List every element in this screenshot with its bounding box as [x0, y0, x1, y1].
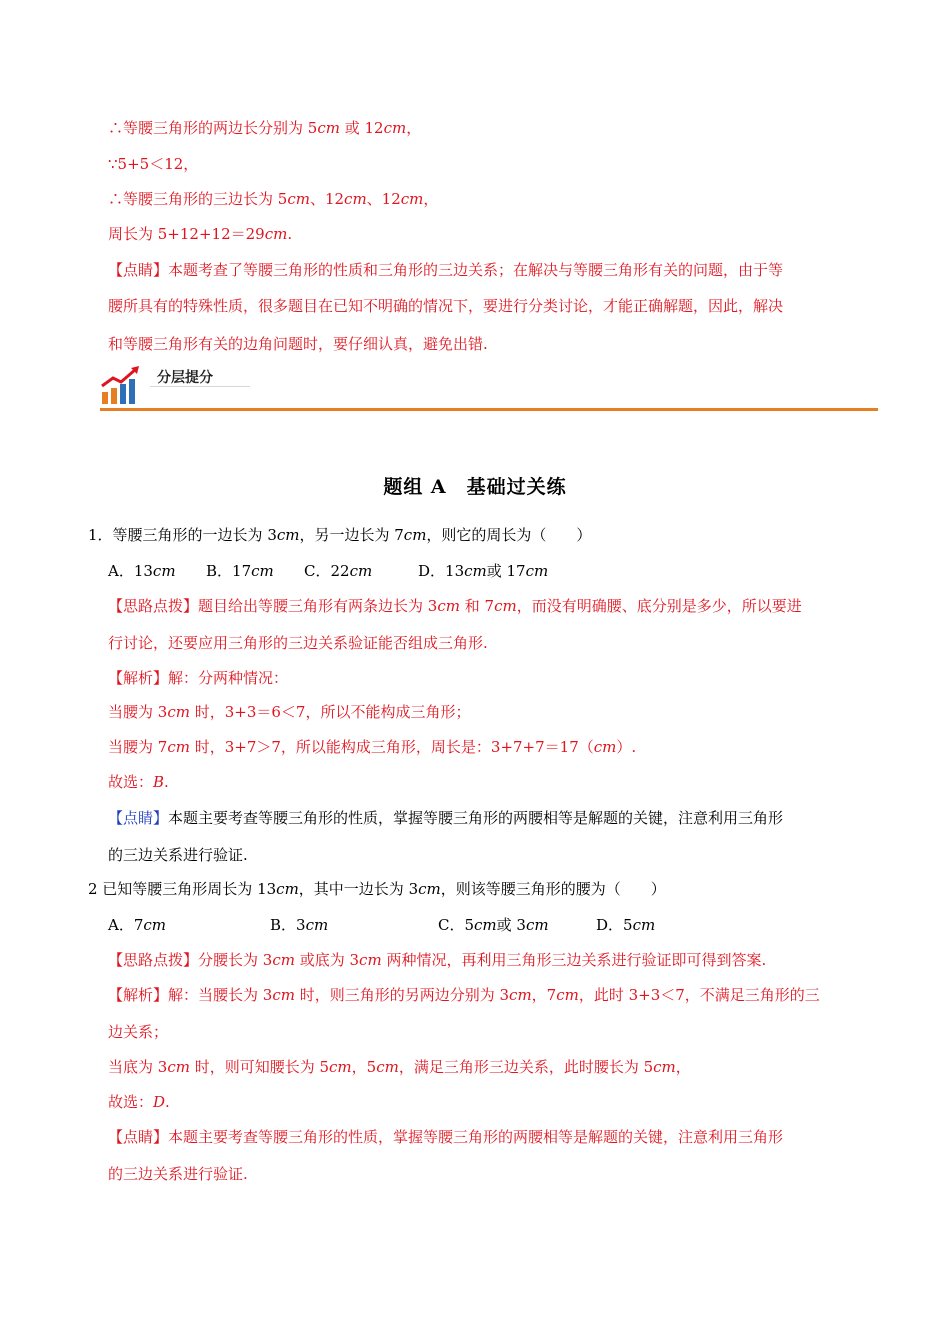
section-underline: [150, 386, 250, 387]
q1-solution-line-1: 【解析】解：分两种情况：: [108, 669, 289, 687]
q2-note-line-1: 【点睛】本题主要考查等腰三角形的性质，掌握等腰三角形的两腰相等是解题的关键，注意利用三角形: [108, 1128, 784, 1146]
q1-options: [108, 561, 548, 581]
rising-chart-icon: [100, 366, 144, 406]
q1-hint-line-2: 行讨论，还要应用三角形的三边关系验证能否组成三角形.: [108, 634, 488, 652]
q2-solution-line-2: 边关系；: [108, 1023, 169, 1041]
section-divider: [100, 408, 878, 411]
top-comment-line-1: 【点睛】本题考查了等腰三角形的性质和三角形的三边关系；在解决与等腰三角形有关的问题，由于等: [108, 261, 784, 279]
q2-option-d: D．5cm: [596, 916, 656, 934]
comment-tag: 【点睛】: [108, 261, 169, 279]
q1-answer: 故选：B.: [108, 773, 169, 791]
q1-option-a: A．13cm: [108, 562, 176, 580]
q2-option-b: B．3cm: [270, 916, 329, 934]
q2-option-c: C．5cm或 3cm: [438, 916, 549, 934]
top-line-3: ∴等腰三角形的三边长为 5cm、12cm、12cm，: [108, 190, 439, 208]
top-line-1: ∴等腰三角形的两边长分别为 5cm 或 12cm，: [108, 119, 422, 137]
q2-solution-line-3: 当底为 3cm 时，则可知腰长为 5cm，5cm，满足三角形三边关系，此时腰长为 5cm，: [108, 1058, 691, 1076]
top-comment-line-3: 和等腰三角形有关的边角问题时，要仔细认真，避免出错.: [108, 335, 488, 353]
top-line-4: 周长为 5+12+12＝29cm.: [108, 225, 293, 243]
top-line-2: ∵5+5＜12，: [108, 155, 199, 173]
q1-hint-line-1: 【思路点拨】题目给出等腰三角形有两条边长为 3cm 和 7cm，而没有明确腰、底分别是多少，所以要进: [108, 597, 802, 615]
q1-note-line-2: 的三边关系进行验证.: [108, 846, 248, 864]
q1-solution-line-2: 当腰为 3cm 时，3+3＝6＜7，所以不能构成三角形；: [108, 703, 471, 721]
q2-stem: 2 已知等腰三角形周长为 13cm，其中一边长为 3cm，则该等腰三角形的腰为（ ）: [88, 880, 666, 898]
q1-option-d: D．13cm或 17cm: [418, 562, 549, 580]
section-label: 分层提分: [157, 370, 213, 386]
q1-stem: 1．等腰三角形的一边长为 3cm，另一边长为 7cm，则它的周长为（ ）: [88, 526, 592, 544]
page-heading: 题组 A 基础过关练: [383, 476, 567, 498]
q2-option-a: A．7cm: [108, 916, 167, 934]
q2-options: [108, 915, 655, 935]
q2-answer: 故选：D.: [108, 1093, 170, 1111]
top-comment-line-2: 腰所具有的特殊性质，很多题目在已知不明确的情况下，要进行分类讨论，才能正确解题，因此，解决: [108, 297, 784, 315]
q2-solution-line-1: 【解析】解：当腰长为 3cm 时，则三角形的另两边分别为 3cm，7cm，此时 3+3＜7，不满足三角形的三: [108, 986, 820, 1004]
q2-note-line-2: 的三边关系进行验证.: [108, 1165, 248, 1183]
q1-option-c: C．22cm: [304, 562, 373, 580]
q1-note-line-1: 【点睛】本题主要考查等腰三角形的性质，掌握等腰三角形的两腰相等是解题的关键，注意利用三角形: [108, 809, 784, 827]
q1-solution-line-3: 当腰为 7cm 时，3+7＞7，所以能构成三角形，周长是：3+7+7＝17（cm）.: [108, 738, 637, 756]
q1-option-b: B．17cm: [206, 562, 274, 580]
q2-hint: 【思路点拨】分腰长为 3cm 或底为 3cm 两种情况，再利用三角形三边关系进行验证即可得到答案.: [108, 951, 767, 969]
